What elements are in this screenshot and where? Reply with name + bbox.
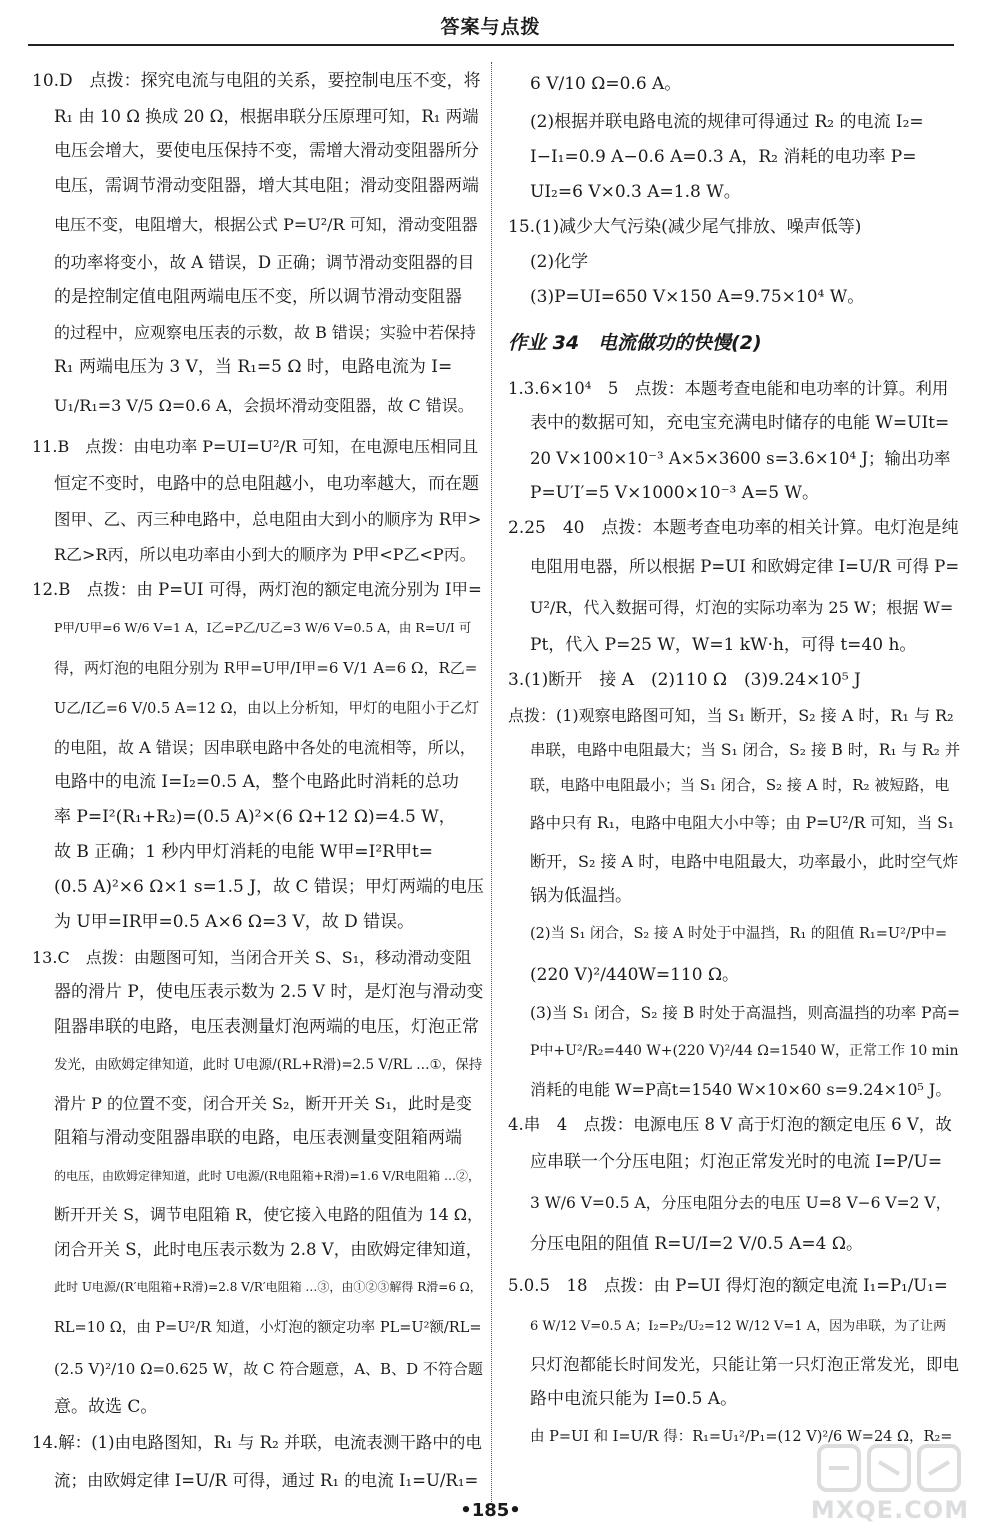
left-column-text-line: 电压不变，电阻增大，根据公式 P=U²/R 可知，滑动变阻器: [54, 215, 478, 234]
left-column-text-line: 图甲、乙、丙三种电路中，总电阻由大到小的顺序为 R甲>: [54, 510, 482, 529]
left-column-text-line: 电路中的电流 I=I₂=0.5 A，整个电路此时消耗的总功: [54, 772, 459, 792]
right-column-text-line: 分压电阻的阻值 R=U/I=2 V/0.5 A=4 Ω。: [530, 1234, 863, 1254]
left-column-text-line: RL=10 Ω，由 P=U²/R 知道，小灯泡的额定功率 PL=U²额/RL=: [54, 1320, 482, 1336]
right-column-text-line: 15.(1)减少大气污染(减少尾气排放、噪声低等): [508, 217, 862, 237]
left-column-text-line: 为 U甲=IR甲=0.5 A×6 Ω=3 V，故 D 错误。: [54, 912, 415, 932]
right-column-text-line: UI₂=6 V×0.3 A=1.8 W。: [530, 182, 741, 202]
right-column-text-line: P=U′I′=5 V×1000×10⁻³ A=5 W。: [530, 483, 819, 503]
right-column-text-line: 只灯泡都能长时间发光，只能让第一只灯泡正常发光，即电: [530, 1355, 959, 1374]
header-rule: [28, 44, 954, 46]
left-column-text-line: (2.5 V)²/10 Ω=0.625 W，故 C 符合题意，A、B、D 不符合题: [54, 1360, 483, 1378]
left-column-text-line: U₁/R₁=3 V/5 Ω=0.6 A，会损坏滑动变阻器，故 C 错误。: [54, 396, 474, 415]
right-column-text-line: 6 V/10 Ω=0.6 A。: [530, 74, 682, 94]
left-column-text-line: 14.解：(1)由电路图知，R₁ 与 R₂ 并联，电流表测干路中的电: [32, 1433, 482, 1452]
right-column-text-line: U²/R，代入数据可得，灯泡的实际功率为 25 W；根据 W=: [530, 598, 954, 617]
page-header-title: 答案与点拨: [440, 16, 541, 38]
left-column-text-line: U乙/I乙=6 V/0.5 A=12 Ω，由以上分析知，甲灯的电阻小于乙灯: [54, 701, 480, 717]
right-column-text-line: 消耗的电能 W=P高t=1540 W×10×60 s=9.24×10⁵ J。: [530, 1080, 952, 1099]
right-column-text-line: 电阻用电器，所以根据 P=UI 和欧姆定律 I=U/R 可得 P=: [530, 557, 960, 576]
right-column-text-line: 表中的数据可知，充电宝充满电时储存的电能 W=UIt=: [530, 413, 950, 433]
watermark-logo: [805, 1440, 975, 1532]
left-column-text-line: 率 P=I²(R₁+R₂)=(0.5 A)²×(6 Ω+12 Ω)=4.5 W，: [54, 807, 456, 827]
left-column-text-line: 11.B 点拨：由电功率 P=UI=U²/R 可知，在电源电压相同且: [32, 437, 479, 456]
left-column-text-line: P甲/U甲=6 W/6 V=1 A，I乙=P乙/U乙=3 W/6 V=0.5 A，由 R=U/I 可: [54, 620, 472, 635]
left-column-text-line: R₁ 两端电压为 3 V，当 R₁=5 Ω 时，电路电流为 I=: [54, 357, 453, 377]
left-column-text-line: 器的滑片 P，使电压表示数为 2.5 V 时，是灯泡与滑动变: [54, 982, 484, 1002]
right-column-text-line: (3)P=UI=650 V×150 A=9.75×10⁴ W。: [530, 287, 865, 307]
right-column-text-line: 6 W/12 V=0.5 A；I₂=P₂/U₂=12 W/12 V=1 A，因为串联，为了让两: [530, 1319, 947, 1334]
left-column-text-line: 13.C 点拨：由题图可知，当闭合开关 S、S₁，移动滑动变阻: [32, 948, 472, 967]
right-column-text-line: (2)根据并联电路电流的规律可得通过 R₂ 的电流 I₂=: [530, 112, 924, 132]
right-column-text-line: 2.25 40 点拨：本题考查电功率的相关计算。电灯泡是纯: [508, 518, 959, 538]
left-column-text-line: 闭合开关 S，此时电压表示数为 2.8 V，由欧姆定律知道，: [54, 1240, 483, 1259]
left-column-text-line: 得，两灯泡的电阻分别为 R甲=U甲/I甲=6 V/1 A=6 Ω，R乙=: [54, 659, 478, 677]
right-column-text-line: 应串联一个分压电阻；灯泡正常发光时的电流 I=P/U=: [530, 1152, 943, 1172]
left-column-text-line: 阻箱与滑动变阻器串联的电路，电压表测量变阻箱两端: [54, 1128, 462, 1148]
right-column-text-line: 20 V×100×10⁻³ A×5×3600 s=3.6×10⁴ J；输出功率: [530, 449, 951, 468]
left-column-text-line: 阻器串联的电路，电压表测量灯泡两端的电压，灯泡正常: [54, 1017, 479, 1037]
right-column-text-line: (2)当 S₁ 闭合，S₂ 接 A 时处于中温挡，R₁ 的阻值 R₁=U²/P中=: [530, 926, 948, 942]
left-column-text-line: 12.B 点拨：由 P=UI 可得，两灯泡的额定电流分别为 I甲=: [32, 580, 482, 599]
page-number: •185•: [460, 1500, 521, 1521]
left-column-text-line: 的电压，由欧姆定律知道，此时 U电源/(R电阻箱+R滑)=1.6 V/R电阻箱 …②，: [54, 1169, 480, 1183]
right-column-text-line: 5.0.5 18 点拨：由 P=UI 得灯泡的额定电流 I₁=P₁/U₁=: [508, 1276, 948, 1295]
right-column-text-line: 3.(1)断开 接 A (2)110 Ω (3)9.24×10⁵ J: [508, 670, 861, 690]
left-column-text-line: R₁ 由 10 Ω 换成 20 Ω，根据串联分压原理可知，R₁ 两端: [54, 107, 479, 126]
left-column-text-line: 的是控制定值电阻两端电压不变，所以调节滑动变阻器: [54, 287, 462, 307]
right-column-text-line: 1.3.6×10⁴ 5 点拨：本题考查电能和电功率的计算。利用: [508, 379, 949, 398]
right-column-text-line: 联，电路中电阻最小；当 S₁ 闭合，S₂ 接 A 时，R₂ 被短路，电: [530, 776, 950, 794]
right-column-text-line: 3 W/6 V=0.5 A，分压电阻分去的电压 U=8 V−6 V=2 V，: [530, 1194, 952, 1212]
left-column-text-line: 流；由欧姆定律 I=U/R 可得，通过 R₁ 的电流 I₁=U/R₁=: [54, 1471, 479, 1490]
left-column-text-line: 此时 U电源/(R′电阻箱+R滑)=2.8 V/R′电阻箱 …③，由①②③解得 R滑=6 Ω，: [54, 1280, 482, 1294]
left-column-text-line: 发光，由欧姆定律知道，此时 U电源/(RL+R滑)=2.5 V/RL …①，保持: [54, 1057, 483, 1073]
left-column-text-line: 电压，需调节滑动变阻器，增大其电阻；滑动变阻器两端: [54, 176, 479, 196]
right-column-text-line: P中+U²/R₂=440 W+(220 V)²/44 Ω=1540 W，正常工作 10 min: [530, 1043, 959, 1059]
left-column: [32, 64, 484, 1501]
watermark-text: MXQE.COM: [810, 1496, 970, 1524]
right-column-text-line: 锅为低温挡。: [530, 886, 632, 906]
left-column-text-line: 断开开关 S，调节电阻箱 R，使它接入电路的阻值为 14 Ω，: [54, 1205, 483, 1224]
right-column-text-line: I−I₁=0.9 A−0.6 A=0.3 A，R₂ 消耗的电功率 P=: [530, 147, 917, 167]
page-header: [0, 0, 981, 44]
left-column-text-line: (0.5 A)²×6 Ω×1 s=1.5 J，故 C 错误；甲灯两端的电压: [54, 877, 484, 897]
right-column-bottom: [508, 371, 960, 1458]
left-column-text-line: 故 B 正确；1 秒内甲灯消耗的电能 W甲=I²R甲t=: [54, 842, 434, 862]
left-column-text-line: 滑片 P 的位置不变，闭合开关 S₂，断开开关 S₁，此时是变: [54, 1094, 472, 1113]
right-column-top: [508, 64, 960, 315]
right-column-text-line: 路中只有 R₁，电路中电阻大小中等；由 P=U²/R 可知，当 S₁: [530, 814, 955, 832]
left-column-text-line: 意。故选 C。: [54, 1397, 158, 1417]
right-column-text-line: Pt，代入 P=25 W，W=1 kW·h，可得 t=40 h。: [530, 635, 917, 655]
right-column-text-line: (2)化学: [530, 252, 589, 272]
right-column-text-line: 4.串 4 点拨：电源电压 8 V 高于灯泡的额定电压 6 V，故: [508, 1115, 952, 1134]
right-column: [508, 64, 960, 1458]
right-column-text-line: 路中电流只能为 I=0.5 A。: [530, 1389, 738, 1409]
right-column-text-line: (3)当 S₁ 闭合，S₂ 接 B 时处于高温挡，则高温挡的功率 P高=: [530, 1004, 960, 1022]
left-column-text-line: R乙>R丙，所以电功率由小到大的顺序为 P甲<P乙<P丙。: [54, 545, 476, 564]
right-column-text-line: (220 V)²/440W=110 Ω。: [530, 965, 740, 985]
left-column-text-line: 恒定不变时，电路中的总电阻越小，电功率越大，而在题: [54, 474, 479, 494]
left-column-text-line: 电压会增大，要使电压保持不变，需增大滑动变阻器所分: [54, 141, 479, 161]
right-column-text-line: 由 P=UI 和 I=U/R 得：R₁=U₁²/P₁=(12 V)²/6 W=24 Ω，R₂=: [530, 1429, 953, 1445]
right-column-text-line: 点拨：(1)观察电路图可知，当 S₁ 断开，S₂ 接 A 时，R₁ 与 R₂: [508, 706, 954, 725]
right-column-text-line: 断开，S₂ 接 A 时，电路中电阻最大，功率最小，此时空气炸: [530, 852, 959, 871]
right-column-text-line: 串联，电路中电阻最大；当 S₁ 闭合，S₂ 接 B 时，R₁ 与 R₂ 并: [530, 741, 960, 759]
left-column-text-line: 的过程中，应观察电压表的示数，故 B 错误；实验中若保持: [54, 323, 476, 342]
watermark-seal-icon: [817, 1442, 963, 1494]
column-divider: [491, 62, 492, 1502]
left-column-text-line: 10.D 点拨：探究电流与电阻的关系，要控制电压不变，将: [32, 71, 481, 91]
section-title: 作业 34 电流做功的快慢(2): [508, 332, 762, 354]
left-column-text-line: 的电阻，故 A 错误；因串联电路中各处的电流相等，所以，: [54, 738, 476, 757]
left-column-text-line: 的功率将变小，故 A 错误，D 正确；调节滑动变阻器的目: [54, 253, 475, 272]
